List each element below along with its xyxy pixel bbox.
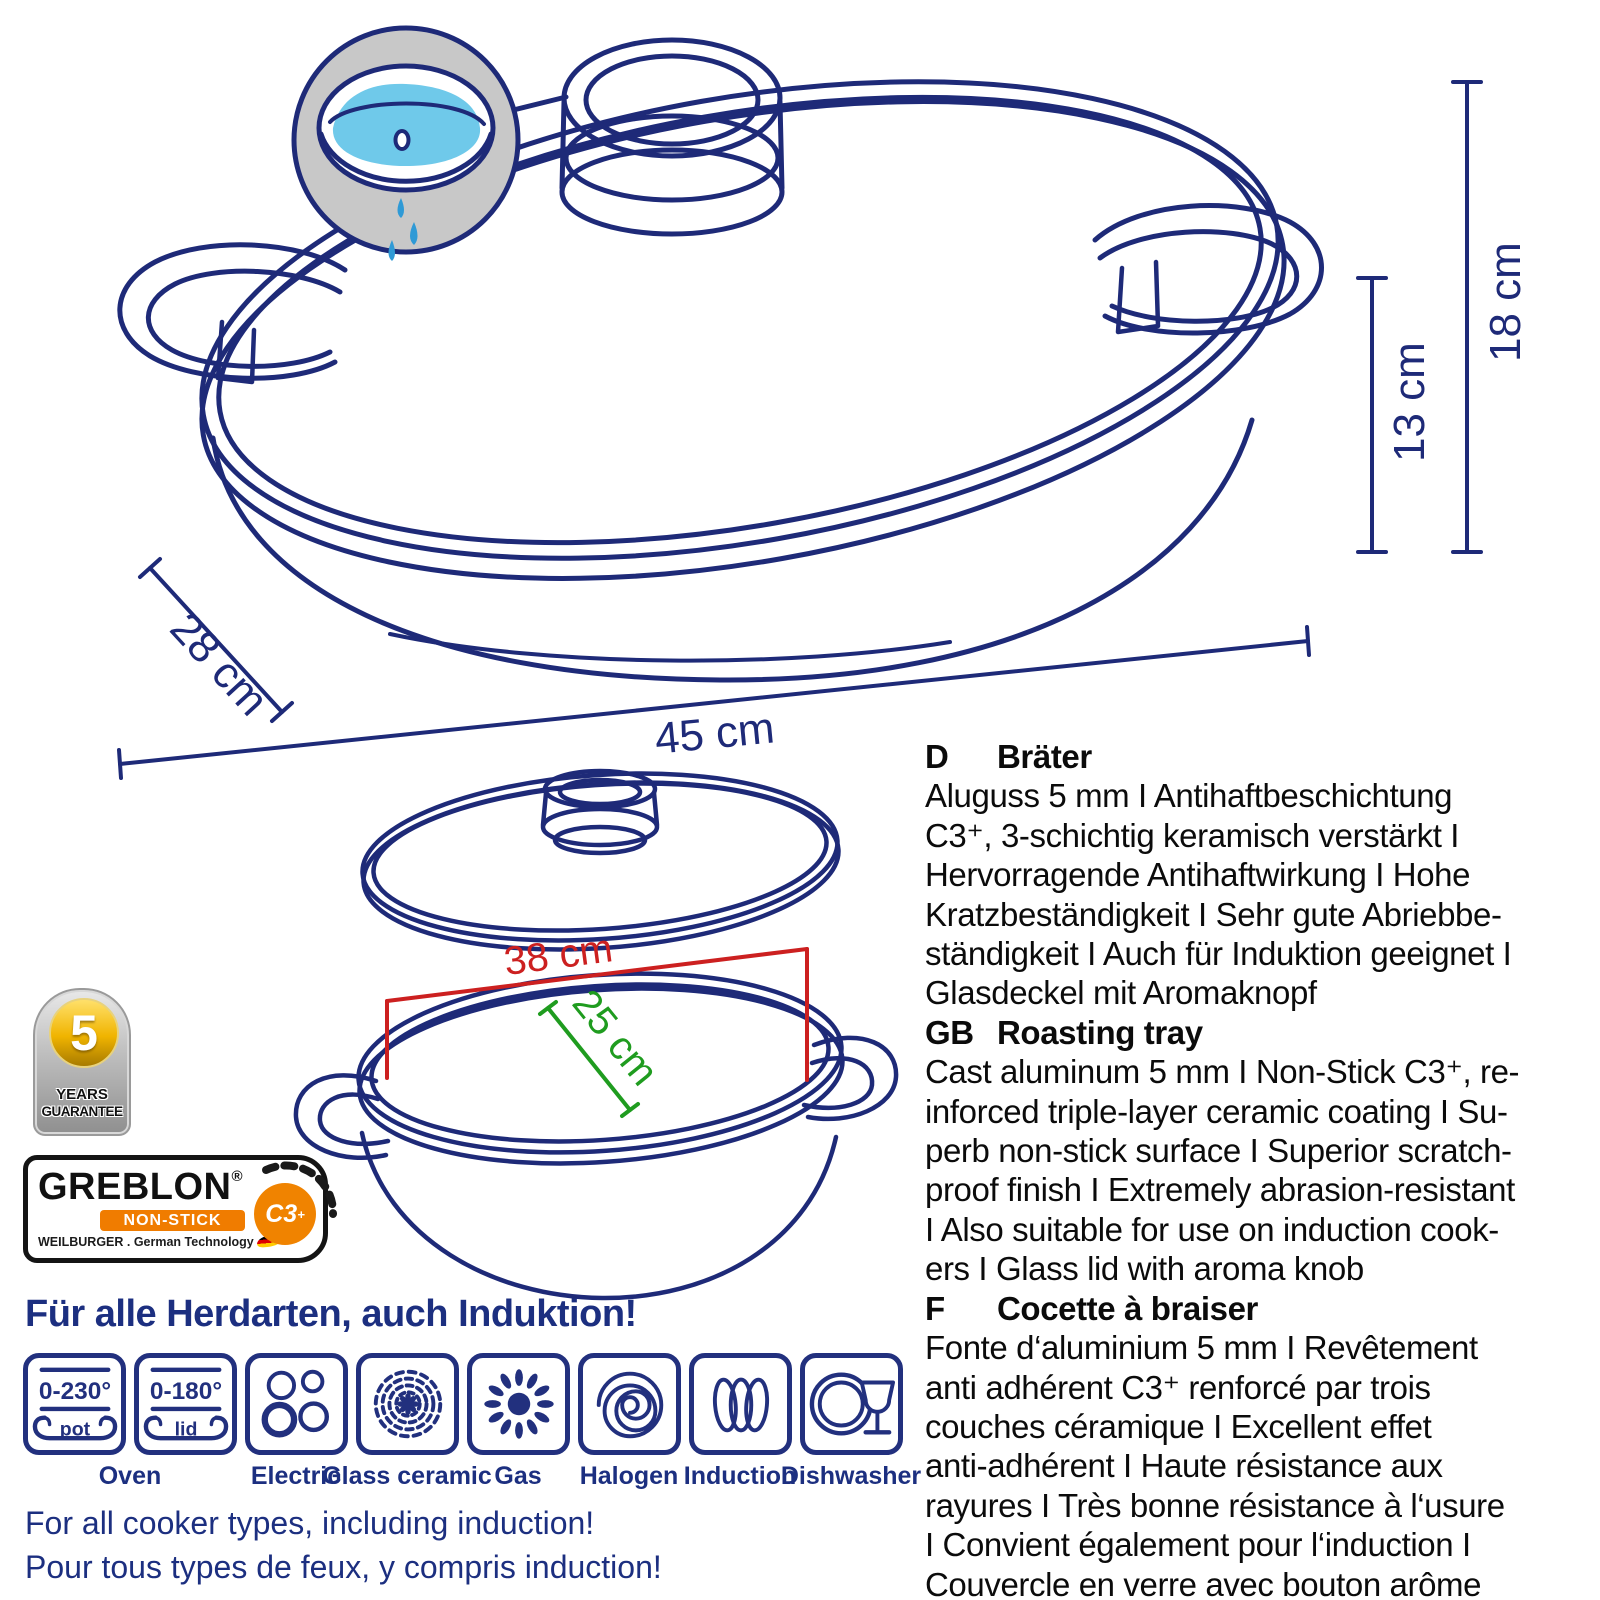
roaster-exploded-diagram xyxy=(280,745,920,1315)
info-line: Hervorragende Antihaftwirkung I Hohe xyxy=(925,856,1471,894)
info-line: proof finish I Extremely abrasion-resistant xyxy=(925,1171,1515,1209)
info-line: Fonte d‘aluminium 5 mm I Revêtement xyxy=(925,1329,1478,1367)
dim-18cm xyxy=(1453,82,1530,552)
dim-45cm-label: 45 cm xyxy=(652,703,777,764)
induction-hob-icon xyxy=(689,1353,792,1455)
info-line: rayures I Très bonne résistance à l‘usure xyxy=(925,1486,1505,1524)
footer-english: For all cooker types, including induction! xyxy=(25,1505,595,1541)
info-line: Cast aluminum 5 mm I Non-Stick C3⁺, re- xyxy=(925,1053,1520,1091)
label-halogen: Halogen xyxy=(579,1462,679,1490)
label-electric: Electric xyxy=(250,1462,342,1490)
section-heading-gb xyxy=(925,1013,1597,1052)
greblon-brand-text: GREBLON xyxy=(38,1166,232,1208)
guarantee-guarantee-label: GUARANTEE xyxy=(41,1104,123,1119)
section-title-de: Bräter xyxy=(997,738,1092,775)
halogen-hob-icon xyxy=(578,1353,681,1455)
oven-lid-temp: 0-180° xyxy=(149,1378,222,1406)
info-line: Aluguss 5 mm I Antihaftbeschichtung xyxy=(925,777,1453,815)
info-line: anti-adhérent I Haute résistance aux xyxy=(925,1447,1443,1485)
c3-emblem-text: C3 xyxy=(265,1199,298,1228)
guarantee-years-label: YEARS xyxy=(56,1086,108,1103)
aroma-knob-detail-bubble xyxy=(294,28,518,261)
registered-mark: ® xyxy=(231,1168,244,1185)
lang-code-fr: F xyxy=(925,1289,945,1327)
dishwasher-safe-icon xyxy=(800,1353,903,1455)
dim-13cm xyxy=(1358,278,1434,552)
info-line: perb non-stick surface I Superior scratch- xyxy=(925,1132,1512,1170)
info-line: I Also suitable for use on induction cook- xyxy=(925,1210,1499,1248)
section-heading-de xyxy=(925,737,1597,776)
section-title-gb: Roasting tray xyxy=(997,1013,1203,1051)
dim-38cm-label: 38 cm xyxy=(501,926,616,985)
label-oven: Oven xyxy=(98,1462,162,1490)
label-induction: Induction xyxy=(683,1462,797,1490)
info-line: ers I Glass lid with aroma knob xyxy=(925,1250,1364,1288)
section-title-fr: Cocette à braiser xyxy=(997,1289,1258,1327)
greblon-subline xyxy=(38,1235,282,1249)
info-line: couches céramique I Excellent effet xyxy=(925,1407,1432,1445)
steam-hole xyxy=(396,131,409,149)
dim-18cm-label: 18 cm xyxy=(1481,242,1530,362)
info-line: anti adhérent C3⁺ renforcé par trois xyxy=(925,1368,1431,1406)
right-handle xyxy=(1095,206,1322,333)
info-line: ständigkeit I Auch für Induktion geeignet I xyxy=(925,935,1512,973)
oven-lid-word: lid xyxy=(174,1418,197,1441)
oven-pot-temp: 0-230° xyxy=(38,1378,111,1406)
cooker-compatibility-row xyxy=(23,1353,903,1455)
aroma-knob xyxy=(562,40,782,234)
label-gas: Gas xyxy=(494,1462,542,1490)
info-line: inforced triple-layer ceramic coating I Su- xyxy=(925,1092,1508,1130)
dim-28cm-label: 28 cm xyxy=(160,603,278,726)
lang-code-gb: GB xyxy=(925,1013,974,1051)
dim-13cm-label: 13 cm xyxy=(1385,342,1434,462)
footer-french: Pour tous types de feux, y compris induction! xyxy=(25,1549,662,1585)
info-line: Kratzbeständigkeit I Sehr gute Abriebbe- xyxy=(925,895,1502,933)
dim-25cm-label: 25 cm xyxy=(563,981,667,1094)
guarantee-badge xyxy=(33,988,131,1136)
info-line: C3⁺, 3-schichtig keramisch verstärkt I xyxy=(925,816,1460,854)
lang-code-de: D xyxy=(925,738,949,775)
roaster-assembled-diagram xyxy=(0,0,1600,782)
greblon-brand xyxy=(38,1166,243,1209)
gas-hob-icon xyxy=(467,1353,570,1455)
pot-lower-right-handle xyxy=(804,1038,896,1119)
dim-25cm xyxy=(540,982,666,1116)
greblon-nonstick-banner: NON-STICK xyxy=(100,1210,245,1231)
guarantee-number: 5 xyxy=(70,1005,98,1061)
info-line: Glasdeckel mit Aromaknopf xyxy=(925,974,1317,1012)
section-heading-fr xyxy=(925,1289,1597,1328)
dim-28cm xyxy=(140,559,292,725)
oven-pot-icon xyxy=(23,1353,126,1455)
c3-emblem xyxy=(254,1183,316,1245)
oven-lid-icon xyxy=(134,1353,237,1455)
greblon-subline-text: WEILBURGER . German Technology xyxy=(38,1235,254,1249)
oven-pot-word: pot xyxy=(59,1418,90,1441)
headline-german: Für alle Herdarten, auch Induktion! xyxy=(25,1293,637,1335)
info-line: Couvercle en verre avec bouton arôme xyxy=(925,1565,1482,1600)
info-line: I Convient également pour l‘induction I xyxy=(925,1526,1471,1564)
c3-emblem-plus: + xyxy=(297,1206,305,1222)
guarantee-badge-circle xyxy=(49,998,119,1068)
label-dishwasher: Dishwasher xyxy=(780,1462,922,1490)
glass-ceramic-icon xyxy=(356,1353,459,1455)
label-glass-ceramic: Glass ceramic xyxy=(322,1462,492,1490)
greblon-logo xyxy=(23,1155,328,1263)
electric-hob-icon xyxy=(245,1353,348,1455)
product-info-column xyxy=(925,737,1597,1600)
